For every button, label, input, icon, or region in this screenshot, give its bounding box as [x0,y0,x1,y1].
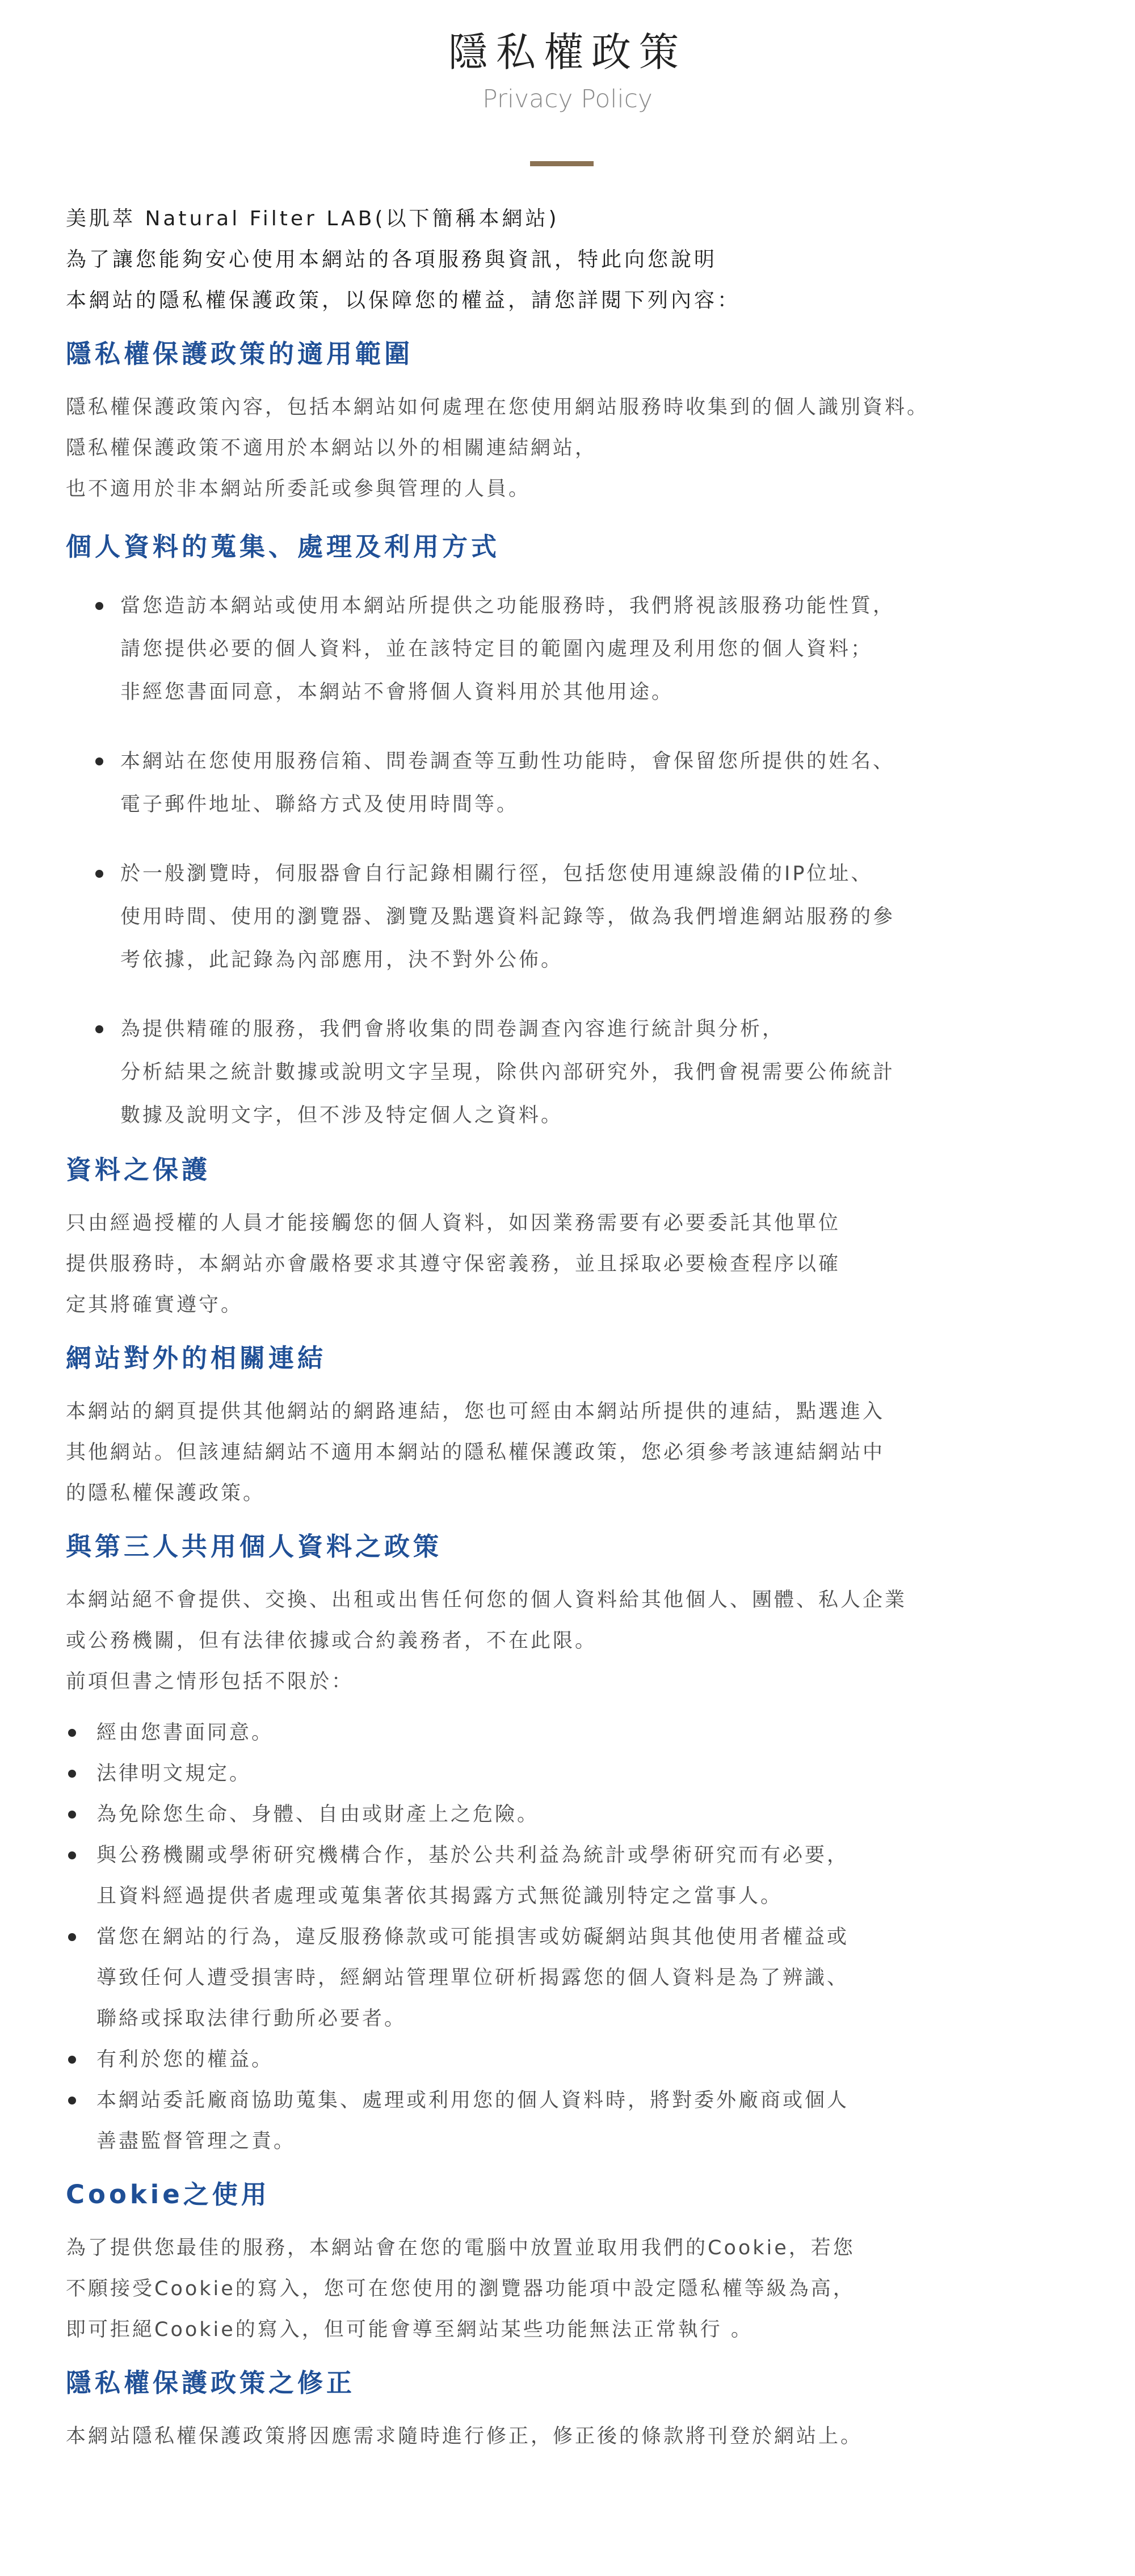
list-item [93,1008,1121,1137]
list-item-line: 為提供精確的服務，我們會將收集的問卷調查內容進行統計與分析， [120,1018,785,1041]
list-item-line: 使用時間、使用的瀏覽器、瀏覽及點選資料記錄等，做為我們增進網站服務的參 [120,906,896,928]
third-party-exceptions-list [74,1712,1121,2162]
list-item-line: 於一般瀏覽時，伺服器會自行記錄相關行徑，包括您使用連線設備的IP位址、 [120,862,873,885]
scope-paragraph [66,387,1121,510]
list-item-line: 法律明文規定。 [96,1762,252,1785]
paragraph-line: 隱私權保護政策內容，包括本網站如何處理在您使用網站服務時收集到的個人識別資料。 [66,396,930,419]
section-heading-cookie: Cookie之使用 [66,2179,270,2209]
list-item [93,584,1121,714]
list-item-line: 考依據，此記錄為內部應用，決不對外公佈。 [120,949,564,971]
bullet-dot [95,602,103,610]
bullet-dot [68,1933,76,1941]
cookie-paragraph [66,2228,1121,2350]
paragraph-line: 本網站隱私權保護政策將因應需求隨時進行修正，修正後的條款將刊登於網站上。 [66,2425,863,2448]
paragraph-line: 的隱私權保護政策。 [66,1482,266,1505]
collection-list [93,584,1121,1137]
revision-paragraph [66,2416,1121,2457]
list-item [74,2039,1121,2080]
list-item-line: 分析結果之統計數據或說明文字呈現，除供內部研究外，我們會視需要公佈統計 [120,1061,896,1084]
policy-content [66,199,1121,2457]
list-item [93,852,1121,982]
list-item-line: 當您在網站的行為，違反服務條款或可能損害或妨礙網站與其他使用者權益或 [96,1926,850,1948]
bullet-dot [95,870,103,878]
list-item [74,1794,1121,1835]
list-item [93,740,1121,826]
protection-paragraph [66,1203,1121,1325]
bullet-dot [68,2097,76,2104]
paragraph-line: 或公務機關，但有法律依據或合約義務者，不在此限。 [66,1630,598,1652]
bullet-dot [68,1851,76,1859]
paragraph-line: 隱私權保護政策不適用於本網站以外的相關連結網站， [66,437,598,460]
intro-line: 為了讓您能夠安心使用本網站的各項服務與資訊，特此向您說明 [66,248,718,271]
paragraph-line: 前項但書之情形包括不限於： [66,1670,354,1693]
paragraph-line: 本網站絕不會提供、交換、出租或出售任何您的個人資料給其他個人、團體、私人企業 [66,1589,907,1611]
list-item [74,1835,1121,1917]
intro-line: 美肌萃 Natural Filter LAB(以下簡稱本網站) [66,207,560,230]
section-heading-revision: 隱私權保護政策之修正 [66,2368,356,2398]
bullet-dot [95,757,103,765]
bullet-dot [68,1770,76,1778]
bullet-dot [68,1811,76,1819]
list-item [74,1917,1121,2039]
section-heading-protection: 資料之保護 [66,1155,211,1185]
list-item-line: 請您提供必要的個人資料，並在該特定目的範圍內處理及利用您的個人資料； [120,638,873,660]
paragraph-line: 不願接受Cookie的寫入，您可在您使用的瀏覽器功能項中設定隱私權等級為高， [66,2278,855,2300]
list-item-line: 為免除您生命、身體、自由或財產上之危險。 [96,1803,540,1826]
list-item [74,1712,1121,1753]
third-party-paragraph [66,1580,1121,1702]
list-item-line: 聯絡或採取法律行動所必要者。 [96,2007,407,2030]
bullet-dot [68,2056,76,2064]
page-subtitle: Privacy Policy [482,85,653,113]
list-item-line: 數據及說明文字，但不涉及特定個人之資料。 [120,1104,564,1127]
title-divider [530,161,594,166]
paragraph-line: 提供服務時，本網站亦會嚴格要求其遵守保密義務，並且採取必要檢查程序以確 [66,1253,841,1276]
page-title: 隱私權政策 [448,29,687,75]
paragraph-line: 也不適用於非本網站所委託或參與管理的人員。 [66,478,531,500]
list-item [74,2080,1121,2162]
intro-text [66,199,1121,321]
external-links-paragraph [66,1391,1121,1514]
list-item-line: 與公務機關或學術研究機構合作，基於公共利益為統計或學術研究而有必要， [96,1844,850,1867]
list-item-line: 經由您書面同意。 [96,1721,274,1744]
list-item-line: 導致任何人遭受損害時，經網站管理單位研析揭露您的個人資料是為了辨識、 [96,1967,850,1989]
bullet-dot [68,1729,76,1737]
section-heading-scope: 隱私權保護政策的適用範圍 [66,339,414,369]
list-item-line: 且資料經過提供者處理或蒐集著依其揭露方式無從識別特定之當事人。 [96,1885,783,1908]
paragraph-line: 只由經過授權的人員才能接觸您的個人資料，如因業務需要有必要委託其他單位 [66,1212,841,1235]
list-item-line: 電子郵件地址、聯絡方式及使用時間等。 [120,793,519,816]
bullet-dot [95,1025,103,1033]
paragraph-line: 即可拒絕Cookie的寫入，但可能會導至網站某些功能無法正常執行 。 [66,2318,753,2341]
section-heading-external-links: 網站對外的相關連結 [66,1343,327,1373]
list-item-line: 本網站委託廠商協助蒐集、處理或利用您的個人資料時，將對委外廠商或個人 [96,2089,850,2112]
list-item-line: 善盡監督管理之責。 [96,2130,296,2153]
intro-line: 本網站的隱私權保護政策，以保障您的權益，請您詳閱下列內容： [66,289,741,312]
list-item [74,1753,1121,1794]
section-heading-collection: 個人資料的蒐集、處理及利用方式 [66,532,501,562]
section-heading-third-party: 與第三人共用個人資料之政策 [66,1531,443,1561]
paragraph-line: 其他網站。但該連結網站不適用本網站的隱私權保護政策，您必須參考該連結網站中 [66,1441,885,1464]
paragraph-line: 定其將確實遵守。 [66,1294,243,1316]
paragraph-line: 本網站的網頁提供其他網站的網路連結，您也可經由本網站所提供的連結，點選進入 [66,1400,885,1423]
list-item-line: 當您造訪本網站或使用本網站所提供之功能服務時，我們將視該服務功能性質， [120,595,896,617]
list-item-line: 本網站在您使用服務信箱、問卷調查等互動性功能時，會保留您所提供的姓名、 [120,750,896,773]
list-item-line: 非經您書面同意，本網站不會將個人資料用於其他用途。 [120,681,674,704]
paragraph-line: 為了提供您最佳的服務，本網站會在您的電腦中放置並取用我們的Cookie，若您 [66,2237,855,2259]
list-item-line: 有利於您的權益。 [96,2048,274,2071]
